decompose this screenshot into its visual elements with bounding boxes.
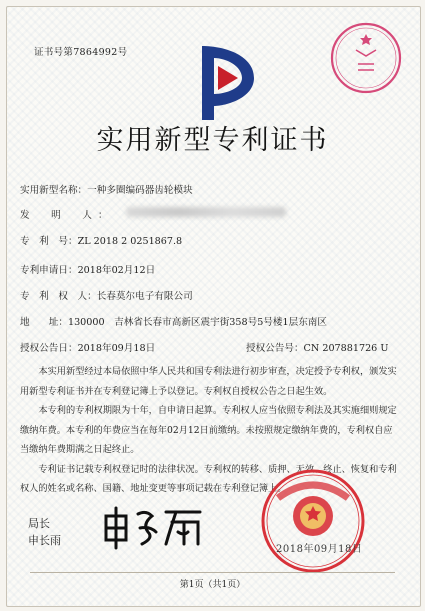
seal-date: 2018年09月18日 bbox=[276, 544, 363, 555]
field-grant-date bbox=[20, 340, 155, 354]
field-value: 长春莫尔电子有限公司 bbox=[96, 291, 193, 302]
field-value: 一种多圈编码器齿轮模块 bbox=[87, 185, 193, 196]
body-paragraph: 本实用新型经过本局依照中华人民共和国专利法进行初步审查，决定授予专利权，颁发实用新型专利证书并在专利登记簿上予以登记。专利权自授权公告之日起生效。 bbox=[20, 366, 397, 397]
director-title: 局长 bbox=[28, 517, 50, 530]
field-label: 专利申请日： bbox=[20, 265, 78, 276]
certificate-number: 证书号第7864992号 bbox=[34, 47, 128, 58]
field-label: 授权公告日： bbox=[20, 343, 78, 354]
field-label: 专 利 权 人： bbox=[20, 291, 97, 302]
field-label: 地 址： bbox=[20, 317, 68, 328]
field-value: ZL 2018 2 0251867.8 bbox=[77, 236, 183, 247]
certificate-title: 实用新型专利证书 bbox=[96, 125, 329, 156]
announcement-number: 授权公告号：CN 207881726 U bbox=[246, 343, 389, 354]
director-name: 申长雨 bbox=[28, 534, 61, 547]
field-value: 2018年02月12日 bbox=[77, 265, 156, 276]
field-patentee bbox=[20, 288, 193, 302]
page-footer: 第1页（共1页） bbox=[179, 580, 246, 590]
handwritten-signature bbox=[100, 502, 210, 550]
sipo-logo-icon bbox=[196, 36, 262, 124]
field-value: 130000 吉林省长春市高新区震宇街358号5号楼1层东南区 bbox=[67, 317, 327, 328]
field-inventor bbox=[20, 207, 114, 221]
field-label: 实用新型名称： bbox=[20, 185, 88, 196]
field-label: 发 明 人： bbox=[20, 210, 114, 221]
state-ip-office-seal-icon bbox=[258, 466, 368, 576]
field-label: 专 利 号： bbox=[20, 236, 78, 247]
field-address bbox=[20, 314, 327, 328]
body-paragraph: 专利证书记载专利权登记时的法律状况。专利权的转移、质押、无效、终止、恢复和专利权人的姓名或名称、国籍、地址变更等事项记载在专利登记簿上。 bbox=[20, 463, 397, 494]
field-value: 2018年09月18日 bbox=[77, 343, 156, 354]
field-application-date bbox=[20, 262, 155, 276]
inventor-redacted bbox=[126, 207, 286, 217]
agency-seal-icon bbox=[328, 20, 404, 96]
body-paragraph: 本专利的专利权期限为十年，自申请日起算。专利权人应当依照专利法及其实施细则规定缴纳年费。本专利的年费应当在每年02月12日前缴纳。未按照规定缴纳年费的，专利权自应当缴纳年费期满之日起终止。 bbox=[20, 405, 397, 455]
footer-divider bbox=[30, 572, 395, 573]
field-utility-model-name bbox=[20, 182, 193, 196]
field-patent-number bbox=[20, 233, 182, 247]
